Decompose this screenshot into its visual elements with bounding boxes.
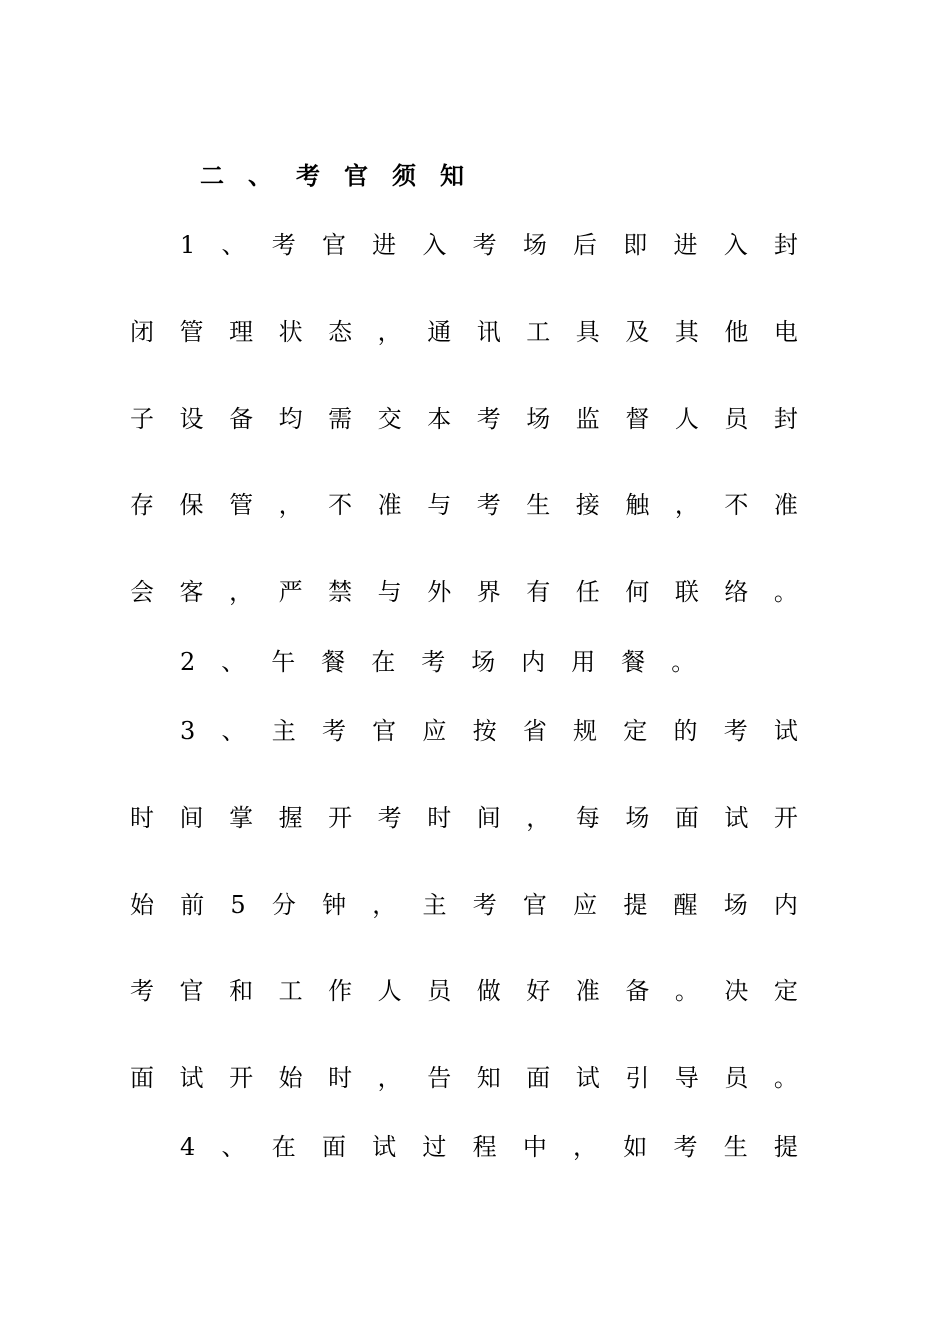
body-line-text: 3 、 主 考 官 应 按 省 规 定 的 考 试 (180, 717, 798, 745)
section-heading-text: 二 、 考 官 须 知 (200, 161, 464, 190)
body-line-1 (180, 229, 798, 261)
section-heading (200, 160, 464, 192)
body-line-3 (130, 403, 798, 435)
body-line-7 (180, 715, 798, 747)
body-line-text: 会 客 ， 严 禁 与 外 界 有 任 何 联 络 。 (130, 578, 798, 606)
body-line-text: 时 间 掌 握 开 考 时 间 ， 每 场 面 试 开 (130, 804, 798, 832)
body-line-10 (130, 975, 798, 1007)
body-line-2 (130, 316, 798, 348)
body-line-12 (180, 1131, 798, 1163)
body-line-9 (130, 889, 798, 921)
body-line-11 (130, 1062, 798, 1094)
body-line-5 (130, 576, 798, 608)
body-line-text: 考 官 和 工 作 人 员 做 好 准 备 。 决 定 (130, 977, 798, 1005)
body-line-text: 闭 管 理 状 态 ， 通 讯 工 具 及 其 他 电 (130, 318, 798, 346)
body-line-text: 存 保 管 ， 不 准 与 考 生 接 触 ， 不 准 (130, 491, 798, 519)
body-line-text: 面 试 开 始 时 ， 告 知 面 试 引 导 员 。 (130, 1064, 798, 1092)
body-line-text: 4 、 在 面 试 过 程 中 ， 如 考 生 提 (180, 1133, 798, 1161)
body-line-text: 子 设 备 均 需 交 本 考 场 监 督 人 员 封 (130, 405, 798, 433)
body-line-4 (130, 489, 798, 521)
body-line-8 (130, 802, 798, 834)
body-line-6 (180, 646, 798, 678)
body-line-text: 始 前 5 分 钟 ， 主 考 官 应 提 醒 场 内 (130, 891, 798, 919)
body-line-text: 1 、 考 官 进 入 考 场 后 即 进 入 封 (180, 231, 798, 259)
body-line-text: 2 、 午 餐 在 考 场 内 用 餐 。 (180, 648, 696, 676)
